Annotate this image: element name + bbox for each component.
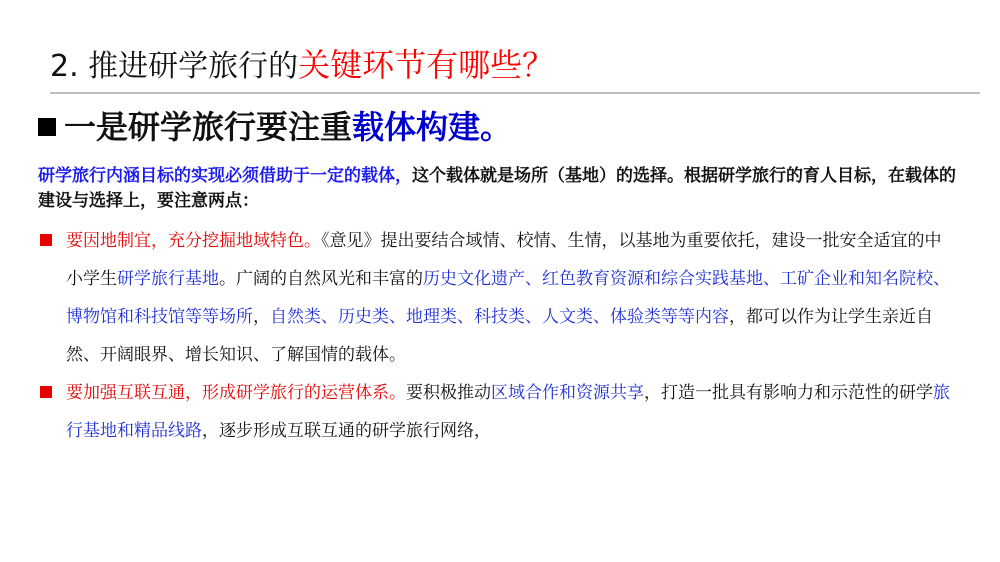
bullet-list [38,222,958,450]
bullet-2-text-2: ，打造一批具有影响力和示范性的研学 [644,383,933,403]
heading-highlight: 载体构建。 [352,108,513,146]
bullet-1-text-4: ，都可以作为让学生亲近自然、开阔眼界、增长知识、了解国情的载体。 [66,307,933,365]
title-prefix: 2. 推进研学旅行的 [50,49,299,84]
bullet-2-lead: 要加强互联互通，形成研学旅行的运营体系。 [66,383,406,403]
bullet-1-text-1: 《意见》提出要结合域情、校情、生情，以基地为重要依托，建设一批安全适宜的中小学生 [66,231,942,289]
bullet-2-text-3: ，逐步形成互联互通的研学旅行网络， [202,421,491,441]
heading-prefix: 一是研学旅行要注重 [64,108,353,146]
intro-blue-text: 研学旅行内涵目标的实现必须借助于一定的载体， [38,166,412,186]
bullet-item-1 [38,222,958,374]
bullet-1-blue-3: 自然类、历史类、地理类、科技类、人文类、体验类等等内容 [270,307,729,327]
bullet-1-text-2: 。广阔的自然风光和丰富的 [219,269,423,289]
bullet-2-blue-1: 区域合作和资源共享 [491,383,644,403]
title-highlight: 关键环节有哪些？ [298,46,555,84]
square-bullet-icon [38,118,56,136]
bullet-1-blue-2: 历史文化遗产、红色教育资源和综合实践基地、工矿企业和知名院校、博物馆和科技馆等等场所 [66,269,950,327]
intro-paragraph [38,164,968,214]
intro-rest-text: 这个载体就是场所（基地）的选择。根据研学旅行的育人目标，在载体的建设与选择上，要注意两点： [38,166,956,211]
red-square-bullet-icon [40,386,52,398]
red-square-bullet-icon [40,234,52,246]
bullet-2-text-1: 要积极推动 [406,383,491,403]
bullet-1-lead: 要因地制宜，充分挖掘地域特色。 [66,231,321,251]
bullet-1-text-3: ， [253,307,270,327]
bullet-item-2 [38,374,958,450]
bullet-2-blue-2: 旅行基地和精品线路 [66,383,950,441]
title-divider [50,92,980,94]
slide-title [50,40,554,90]
section-heading [38,104,512,150]
bullet-1-blue-1: 研学旅行基地 [117,269,219,289]
